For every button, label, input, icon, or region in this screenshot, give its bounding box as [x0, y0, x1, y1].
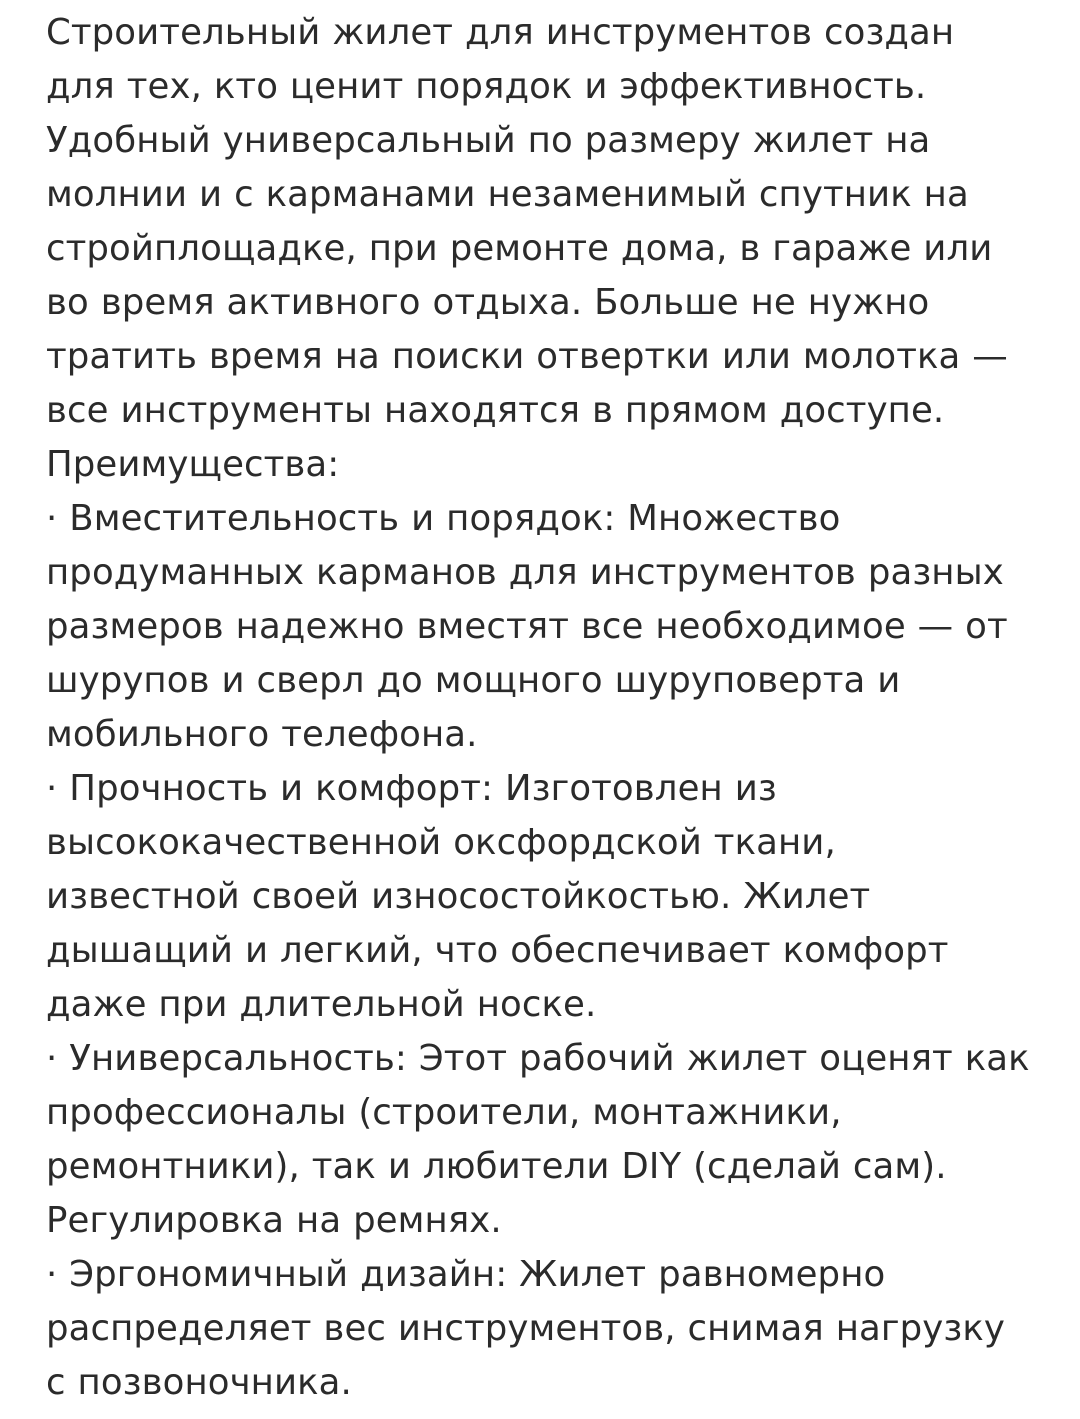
- benefit-item-durability: · Прочность и комфорт: Изготовлен из высококачественной оксфордской ткани, известной своей износостойкостью. Жилет дышащий и легкий, что обеспечивает комфорт даже при длительной носке.: [46, 768, 961, 1025]
- benefit-item-capacity: · Вместительность и порядок: Множество продуманных карманов для инструментов разных размеров надежно вместят все необходимое — от шурупов и сверл до мощного шуруповерта и мобильного телефона.: [46, 498, 1020, 755]
- benefits-heading: Преимущества:: [46, 444, 340, 485]
- description-paragraph: Строительный жилет для инструментов создан для тех, кто ценит порядок и эффективность. Удобный универсальный по размеру жилет на молнии и с карманами незаменимый спутник на стройплощадке, при ремонте дома, в гараже или во время активного отдыха. Больше не нужно тратить время на поиски отвертки или молотка — все инструменты находятся в прямом доступе.: [46, 12, 1020, 431]
- product-description-body: [46, 0, 1042, 1410]
- benefit-item-versatility: · Универсальность: Этот рабочий жилет оценят как профессионалы (строители, монтажники, ремонтники), так и любители DIY (сделай сам). Регулировка на ремнях.: [46, 1038, 1042, 1241]
- benefit-item-ergonomics: · Эргономичный дизайн: Жилет равномерно распределяет вес инструментов, снимая нагрузку с позвоночника.: [46, 1254, 1017, 1403]
